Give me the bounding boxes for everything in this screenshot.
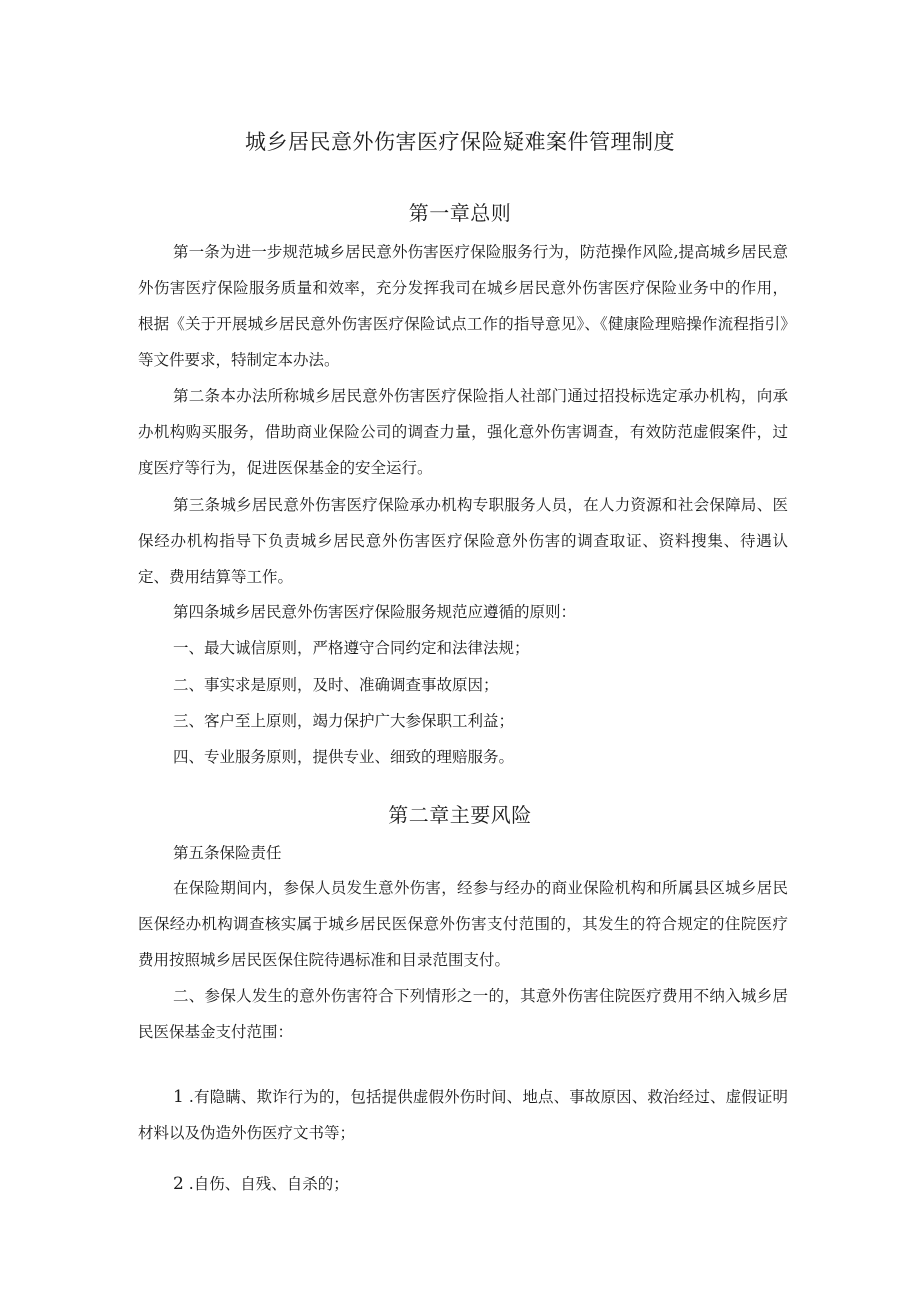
principle-item: 四、专业服务原则，提供专业、细致的理赔服务。 (173, 748, 515, 766)
item-text: .有隐瞒、欺诈行为的，包括提供虚假外伤时间、地点、事故原因、救治经过、虚假证明材料以及伪造外伤医疗文书等； (138, 1088, 788, 1142)
chapter-2-heading: 第二章主要风险 (388, 803, 532, 827)
item-number: 1 (173, 1087, 184, 1107)
article-3: 第三条城乡居民意外伤害医疗保险承办机构专职服务人员，在人力资源和社会保障局、医保经办机构指导下负责城乡居民意外伤害医疗保险意外伤害的调查取证、资料搜集、待遇认定、费用结算等工作。 (138, 496, 788, 586)
item-text: .自伤、自残、自杀的； (188, 1175, 349, 1193)
item-number: 2 (173, 1174, 184, 1194)
exclusion-intro: 二、参保人发生的意外伤害符合下列情形之一的，其意外伤害住院医疗费用不纳入城乡居民医保基金支付范围： (138, 987, 788, 1041)
article-4: 第四条城乡居民意外伤害医疗保险服务规范应遵循的原则： (173, 603, 577, 621)
exclusion-item (138, 1079, 788, 1151)
article-5-title: 第五条保险责任 (173, 844, 282, 862)
principle-item: 二、事实求是原则，及时、准确调查事故原因； (173, 676, 499, 694)
article-2: 第二条本办法所称城乡居民意外伤害医疗保险指人社部门通过招投标选定承办机构，向承办机构购买服务，借助商业保险公司的调查力量，强化意外伤害调查，有效防范虚假案件，过度医疗等行为，促进医保基金的安全运行。 (138, 387, 788, 477)
article-5-body: 在保险期间内，参保人员发生意外伤害，经参与经办的商业保险机构和所属县区城乡居民医保经办机构调查核实属于城乡居民医保意外伤害支付范围的，其发生的符合规定的住院医疗费用按照城乡居民医保住院待遇标准和目录范围支付。 (138, 879, 788, 969)
principle-item: 一、最大诚信原则，严格遵守合同约定和法律法规； (173, 639, 530, 657)
article-1: 第一条为进一步规范城乡居民意外伤害医疗保险服务行为，防范操作风险,提高城乡居民意外伤害医疗保险服务质量和效率，充分发挥我司在城乡居民意外伤害医疗保险业务中的作用，根据《关于开展城乡居民意外伤害医疗保险试点工作的指导意见》、《健康险理赔操作流程指引》等文件要求，特制定本办法。 (138, 243, 788, 369)
exclusion-item (138, 1166, 788, 1202)
document-title: 城乡居民意外伤害医疗保险疑难案件管理制度 (245, 130, 675, 154)
chapter-1-heading: 第一章总则 (408, 201, 512, 225)
principle-item: 三、客户至上原则，竭力保护广大参保职工利益； (173, 712, 515, 730)
